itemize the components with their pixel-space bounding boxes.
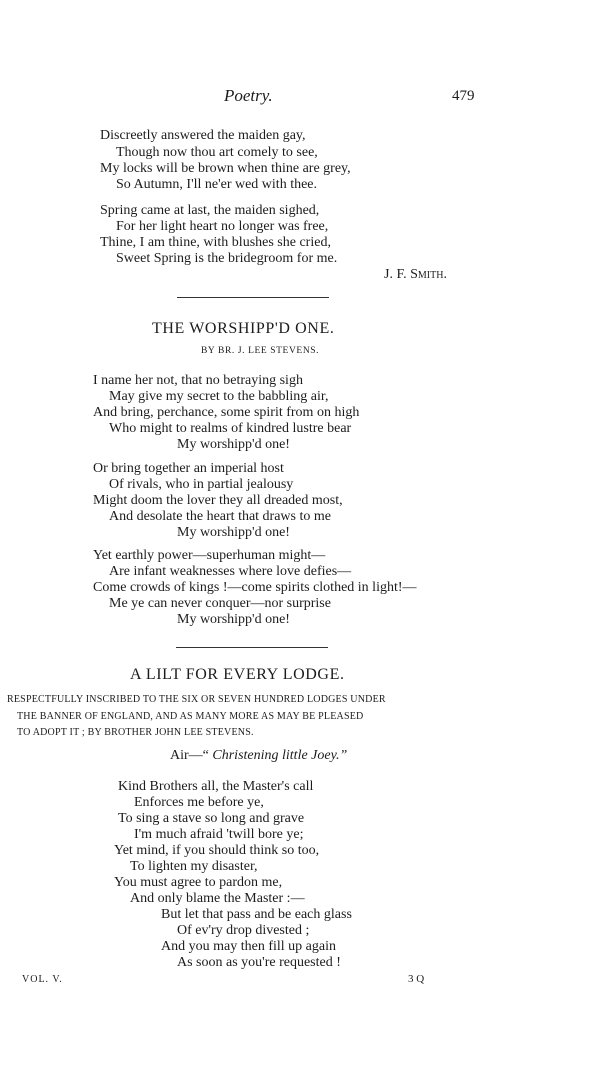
verse-line: And bring, perchance, some spirit from on high bbox=[93, 405, 360, 420]
verse-line: Might doom the lover they all dreaded most, bbox=[93, 493, 343, 508]
verse-line: To lighten my disaster, bbox=[130, 859, 258, 874]
verse-line: Discreetly answered the maiden gay, bbox=[100, 128, 306, 143]
page-number: 479 bbox=[452, 88, 475, 104]
poem-author: J. F. Smith. bbox=[384, 267, 447, 282]
verse-line: Thine, I am thine, with blushes she cried, bbox=[100, 235, 331, 250]
air-note bbox=[170, 748, 347, 764]
verse-line: So Autumn, I'll ne'er wed with thee. bbox=[116, 177, 318, 192]
verse-line: And desolate the heart that draws to me bbox=[109, 509, 331, 524]
verse-line: Are infant weaknesses where love defies— bbox=[109, 564, 352, 579]
verse-line: Come crowds of kings !—come spirits clothed in light!— bbox=[93, 580, 417, 595]
verse-line: Yet earthly power—superhuman might— bbox=[93, 548, 326, 563]
verse-line: Enforces me before ye, bbox=[134, 795, 264, 810]
verse-line: For her light heart no longer was free, bbox=[116, 219, 329, 234]
poem-title: A LILT FOR EVERY LODGE. bbox=[130, 666, 345, 683]
dedication-line: TO ADOPT IT ; BY BROTHER JOHN LEE STEVENS. bbox=[17, 727, 254, 738]
verse-line: Or bring together an imperial host bbox=[93, 461, 284, 476]
verse-line: Of ev'ry drop divested ; bbox=[177, 923, 310, 938]
poem-title: THE WORSHIPP'D ONE. bbox=[152, 320, 335, 337]
dedication-line: RESPECTFULLY INSCRIBED TO THE SIX OR SEVEN HUNDRED LODGES UNDER bbox=[7, 694, 386, 705]
verse-line: Who might to realms of kindred lustre bear bbox=[109, 421, 352, 436]
refrain-line: My worshipp'd one! bbox=[177, 612, 290, 627]
section-divider bbox=[177, 297, 329, 298]
section-divider bbox=[176, 647, 328, 648]
verse-line: Yet mind, if you should think so too, bbox=[114, 843, 320, 858]
verse-line: I'm much afraid 'twill bore ye; bbox=[134, 827, 304, 842]
air-title: Christening little Joey.” bbox=[212, 748, 348, 763]
signature-mark: 3 Q bbox=[408, 973, 425, 985]
verse-line: Me ye can never conquer—nor surprise bbox=[109, 596, 331, 611]
verse-line: Though now thou art comely to see, bbox=[116, 145, 318, 160]
air-prefix: Air—“ bbox=[170, 748, 213, 763]
verse-line: Of rivals, who in partial jealousy bbox=[109, 477, 294, 492]
refrain-line: My worshipp'd one! bbox=[177, 525, 290, 540]
verse-line: May give my secret to the babbling air, bbox=[109, 389, 329, 404]
verse-line: You must agree to pardon me, bbox=[114, 875, 283, 890]
running-title: Poetry. bbox=[224, 86, 273, 105]
poem-byline: BY BR. J. LEE STEVENS. bbox=[201, 346, 320, 356]
verse-line: My locks will be brown when thine are grey, bbox=[100, 161, 351, 176]
dedication-line: THE BANNER OF ENGLAND, AND AS MANY MORE AS MAY BE PLEASED bbox=[17, 711, 364, 722]
verse-line: Spring came at last, the maiden sighed, bbox=[100, 203, 320, 218]
verse-line: To sing a stave so long and grave bbox=[118, 811, 305, 826]
verse-line: Sweet Spring is the bridegroom for me. bbox=[116, 251, 338, 266]
verse-line: And you may then fill up again bbox=[161, 939, 336, 954]
refrain-line: My worshipp'd one! bbox=[177, 437, 290, 452]
verse-line: Kind Brothers all, the Master's call bbox=[118, 779, 314, 794]
verse-line: And only blame the Master :— bbox=[130, 891, 305, 906]
volume-mark: VOL. V. bbox=[22, 974, 63, 985]
verse-line: But let that pass and be each glass bbox=[161, 907, 352, 922]
verse-line: As soon as you're requested ! bbox=[177, 955, 341, 970]
verse-line: I name her not, that no betraying sigh bbox=[93, 373, 303, 388]
